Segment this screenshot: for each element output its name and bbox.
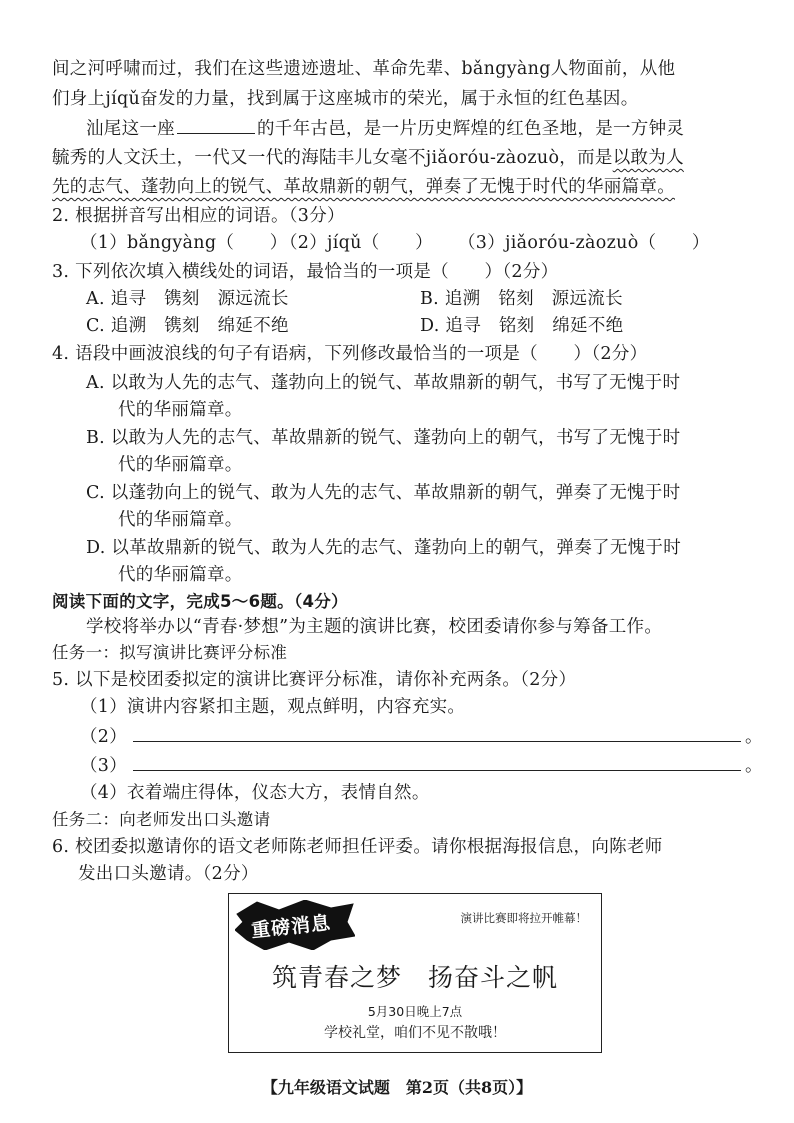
- q5-item-2-period: 。: [745, 727, 763, 747]
- fill-blank[interactable]: [177, 115, 255, 134]
- q2-stem: 2. 根据拼音写出相应的词语。（3分）: [52, 206, 345, 226]
- poster-place: 学校礼堂，咱们不见不散哦！: [324, 1025, 506, 1041]
- task-1-title: 任务一：拟写演讲比赛评分标准: [52, 643, 288, 662]
- wavy-sentence-part-2: 先的志气、蓬勃向上的锐气、革故鼎新的朝气，弹奏了无愧于时代的华丽篇章。: [52, 177, 675, 197]
- q5-answer-line-2[interactable]: [133, 725, 741, 742]
- reading-heading: 阅读下面的文字，完成5～6题。（4分）: [52, 592, 348, 611]
- event-poster: [228, 893, 602, 1053]
- q2-options: [80, 230, 710, 256]
- q6-stem-line-2: 发出口头邀请。（2分）: [78, 864, 259, 884]
- q3-option-b[interactable]: B. 追溯 铭刻 源远流长: [420, 289, 623, 309]
- passage-line-4-text: 毓秀的人文沃土，一代又一代的海陆丰儿女毫不jiǎoróu-zàozuò，而是: [52, 148, 613, 168]
- q4-option-c-cont: 代的华丽篇章。: [118, 510, 243, 530]
- q4-option-d-cont: 代的华丽篇章。: [118, 565, 243, 585]
- q6-stem-line-1: 6. 校团委拟邀请你的语文老师陈老师担任评委。请你根据海报信息，向陈老师: [52, 837, 663, 857]
- q5-item-3-period: 。: [745, 756, 763, 776]
- q5-answer-line-3[interactable]: [133, 754, 741, 771]
- passage-line-1: 间之河呼啸而过，我们在这些遗迹遗址、革命先辈、bǎngyàng人物面前，从他: [52, 59, 676, 79]
- poster-time: 5月30日晚上7点: [367, 1004, 463, 1019]
- passage-line-3-after: 的千年古邑，是一片历史辉煌的红色圣地，是一方钟灵: [257, 119, 685, 139]
- q3-option-d[interactable]: D. 追寻 铭刻 绵延不绝: [420, 316, 624, 336]
- passage-line-3-before: 汕尾这一座: [86, 119, 175, 139]
- q3-option-c[interactable]: C. 追溯 镌刻 绵延不绝: [86, 316, 289, 336]
- passage-line-5: [52, 174, 675, 200]
- q3-option-a[interactable]: A. 追寻 镌刻 源远流长: [86, 289, 289, 309]
- q4-option-c[interactable]: C. 以蓬勃向上的锐气、敢为人先的志气、革故鼎新的朝气，弹奏了无愧于时: [86, 483, 681, 503]
- q4-option-b[interactable]: B. 以敢为人先的志气、革故鼎新的锐气、蓬勃向上的朝气，书写了无愧于时: [86, 428, 681, 448]
- q3-stem: 3. 下列依次填入横线处的词语，最恰当的一项是（ ）（2分）: [52, 262, 559, 282]
- passage-line-2: 们身上jíqǔ奋发的力量，找到属于这座城市的荣光，属于永恒的红色基因。: [52, 89, 639, 109]
- q5-item-4: （4）衣着端庄得体，仪态大方，表情自然。: [80, 783, 430, 803]
- q4-option-d[interactable]: D. 以革故鼎新的锐气、敢为人先的志气、蓬勃向上的朝气，弹奏了无愧于时: [86, 538, 682, 558]
- q4-option-a[interactable]: A. 以敢为人先的志气、蓬勃向上的锐气、革故鼎新的朝气，书写了无愧于时: [86, 373, 681, 393]
- q4-option-b-cont: 代的华丽篇章。: [118, 455, 243, 475]
- q3-row-1: [86, 286, 623, 312]
- poster-headline: 筑青春之梦 扬奋斗之帆: [271, 963, 558, 992]
- q5-item-2-label: （2）: [80, 727, 128, 747]
- task-2-title: 任务二：向老师发出口头邀请: [52, 810, 271, 829]
- q5-item-3: [80, 753, 763, 779]
- q2-option-3[interactable]: （3）jiǎoróu-zàozuò（ ）: [458, 233, 710, 253]
- passage-line-4: [52, 145, 684, 171]
- q2-option-2[interactable]: （2）jíqǔ（ ）: [280, 233, 433, 253]
- q4-option-a-cont: 代的华丽篇章。: [118, 400, 243, 420]
- reading-intro: 学校将举办以“青春·梦想”为主题的演讲比赛，校团委请你参与筹备工作。: [86, 617, 663, 637]
- q2-option-1[interactable]: （1）bǎngyàng（ ）: [80, 233, 288, 253]
- wavy-sentence-part-1: 以敢为人: [612, 148, 684, 168]
- q3-row-2: [86, 313, 623, 339]
- poster-badge: 重磅消息: [250, 911, 333, 943]
- q5-stem: 5. 以下是校团委拟定的演讲比赛评分标准，请你补充两条。（2分）: [52, 670, 577, 690]
- q5-item-3-label: （3）: [80, 756, 128, 776]
- page-footer: 【九年级语文试题 第2页（共8页）】: [261, 1078, 533, 1097]
- q5-item-2: [80, 724, 763, 750]
- q4-stem: 4. 语段中画波浪线的句子有语病，下列修改最恰当的一项是（ ）（2分）: [52, 344, 648, 364]
- poster-side-note: 演讲比赛即将拉开帷幕！: [460, 911, 587, 925]
- q5-item-1: （1）演讲内容紧扣主题，观点鲜明，内容充实。: [80, 697, 466, 717]
- passage-line-3: [86, 115, 684, 142]
